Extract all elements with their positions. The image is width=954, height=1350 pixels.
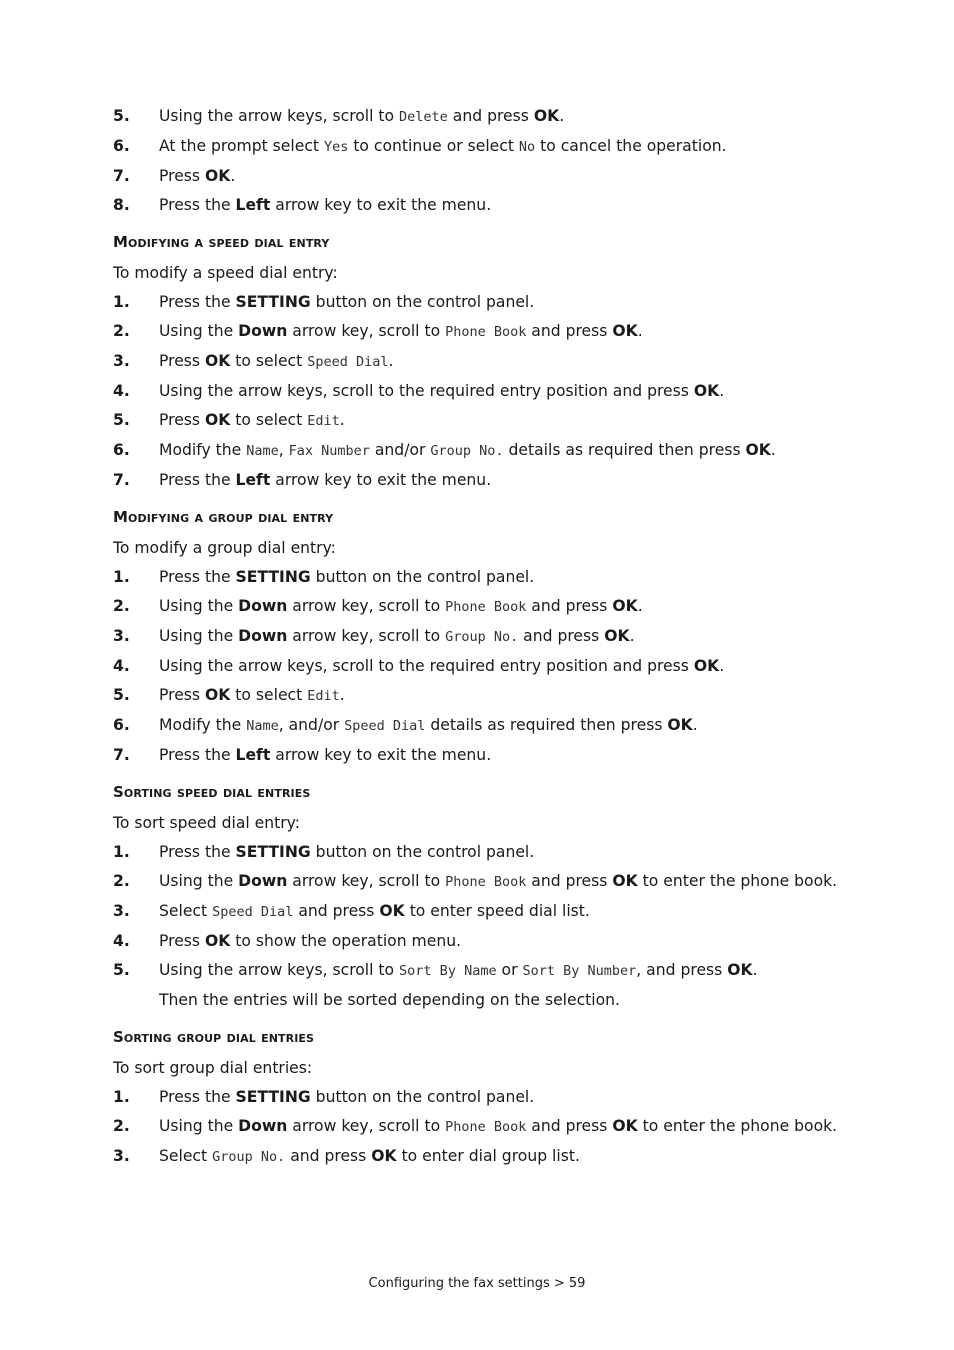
bold-term: Left [235, 471, 271, 489]
menu-item-term: Phone Book [445, 324, 527, 340]
menu-item-term: Group No. [212, 1149, 286, 1165]
list-item [113, 293, 843, 312]
bold-term: OK [667, 716, 693, 734]
bold-term: Down [238, 597, 288, 615]
bold-term: OK [205, 167, 231, 185]
step-text: At the prompt select Yes to continue or select No to cancel the operation. [159, 137, 727, 155]
list-item [113, 686, 843, 706]
bold-term: Left [235, 746, 271, 764]
menu-item-term: Sort By Name [399, 963, 497, 979]
step-text: Using the arrow keys, scroll to Delete and press OK. [159, 107, 565, 125]
list-item [113, 196, 843, 215]
menu-item-term: Speed Dial [344, 718, 426, 734]
bold-term: OK [612, 1117, 638, 1135]
step-text: Modify the Name, Fax Number and/or Group No. details as required then press OK. [159, 441, 776, 459]
list-item [113, 411, 843, 431]
step-number: 5. [113, 411, 130, 429]
menu-item-term: Speed Dial [212, 904, 294, 920]
step-number: 3. [113, 627, 130, 645]
menu-item-term: Name [246, 718, 279, 734]
bold-term: OK [205, 932, 231, 950]
step-text: Press the SETTING button on the control panel. [159, 1088, 535, 1106]
list-item [113, 716, 843, 736]
step-number: 5. [113, 107, 130, 125]
bold-term: SETTING [235, 293, 311, 311]
bold-term: Down [238, 1117, 288, 1135]
menu-item-term: Name [246, 443, 279, 459]
bold-term: OK [612, 597, 638, 615]
step-number: 3. [113, 902, 130, 920]
step-text: Press OK to select Edit. [159, 411, 345, 429]
step-text: Press OK to select Speed Dial. [159, 352, 394, 370]
step-number: 6. [113, 716, 130, 734]
bold-term: OK [533, 107, 560, 125]
menu-item-term: Fax Number [288, 443, 370, 459]
list-item [113, 872, 843, 892]
step-text: Press the SETTING button on the control panel. [159, 568, 535, 586]
step-number: 5. [113, 686, 130, 704]
step-number: 3. [113, 1147, 130, 1165]
document-body [113, 107, 843, 1177]
bold-term: OK [612, 872, 638, 890]
step-text: Modify the Name, and/or Speed Dial details as required then press OK. [159, 716, 698, 734]
section-heading: Sorting group dial entries [113, 1028, 315, 1046]
list-item [113, 167, 843, 186]
section-intro: To sort speed dial entry: [113, 814, 301, 832]
step-text: Select Group No. and press OK to enter dial group list. [159, 1147, 580, 1165]
list-item [113, 352, 843, 372]
bold-term: OK [612, 322, 638, 340]
step-number: 1. [113, 293, 130, 311]
bold-term: OK [379, 902, 405, 920]
bold-term: SETTING [235, 843, 311, 861]
step-number: 7. [113, 167, 130, 185]
bold-term: OK [205, 352, 231, 370]
menu-item-term: Edit [307, 688, 340, 704]
step-number: 2. [113, 597, 130, 615]
menu-item-term: Group No. [445, 629, 519, 645]
step-text: Using the arrow keys, scroll to the required entry position and press OK. [159, 657, 725, 675]
bold-term: OK [745, 441, 771, 459]
bold-term: OK [727, 961, 753, 979]
step-number: 7. [113, 746, 130, 764]
menu-item-term: Phone Book [445, 1119, 527, 1135]
step-text: Using the Down arrow key, scroll to Phone Book and press OK. [159, 322, 643, 340]
menu-item-term: Sort By Number [522, 963, 637, 979]
menu-item-term: Group No. [430, 443, 504, 459]
step-text: Using the Down arrow key, scroll to Phone Book and press OK to enter the phone book. [159, 872, 838, 890]
list-item [113, 441, 843, 461]
step-text: Using the Down arrow key, scroll to Phone Book and press OK to enter the phone book. [159, 1117, 838, 1135]
step-text: Press the Left arrow key to exit the menu. [159, 471, 492, 489]
section-heading: Modifying a group dial entry [113, 508, 334, 526]
step-number: 2. [113, 1117, 130, 1135]
bold-term: Down [238, 872, 288, 890]
step-number: 1. [113, 568, 130, 586]
list-item [113, 597, 843, 617]
menu-item-term: Speed Dial [307, 354, 389, 370]
menu-item-term: Yes [323, 139, 349, 155]
bold-term: Down [238, 322, 288, 340]
bold-term: SETTING [235, 1088, 311, 1106]
list-item [113, 932, 843, 951]
page-footer: Configuring the fax settings > 59 [368, 1276, 586, 1291]
bold-term: Left [235, 196, 271, 214]
step-text: Using the arrow keys, scroll to the required entry position and press OK. [159, 382, 725, 400]
step-number: 1. [113, 1088, 130, 1106]
step-text: Using the Down arrow key, scroll to Group No. and press OK. [159, 627, 635, 645]
step-number: 3. [113, 352, 130, 370]
list-item [113, 902, 843, 922]
list-item [113, 568, 843, 587]
step-number: 7. [113, 471, 130, 489]
step-number: 8. [113, 196, 130, 214]
section-intro: To modify a group dial entry: [113, 539, 336, 557]
list-item [113, 843, 843, 862]
menu-item-term: No [518, 139, 536, 155]
menu-item-term: Delete [399, 109, 448, 125]
section-heading: Sorting speed dial entries [113, 783, 311, 801]
bold-term: SETTING [235, 568, 311, 586]
step-number: 6. [113, 441, 130, 459]
list-item [113, 137, 843, 157]
step-number: 1. [113, 843, 130, 861]
section-intro: To modify a speed dial entry: [113, 264, 338, 282]
list-item [113, 382, 843, 401]
list-item [113, 471, 843, 490]
menu-item-term: Phone Book [445, 599, 527, 615]
list-item [113, 107, 843, 127]
bold-term: OK [205, 411, 231, 429]
section-intro: To sort group dial entries: [113, 1059, 313, 1077]
step-text: Press OK. [159, 167, 236, 185]
list-item [113, 1117, 843, 1137]
bold-term: Down [238, 627, 288, 645]
bold-term: OK [693, 382, 720, 400]
bold-term: OK [205, 686, 231, 704]
list-item [113, 322, 843, 342]
bold-term: OK [604, 627, 630, 645]
step-text: Press OK to select Edit. [159, 686, 345, 704]
step-text: Press the Left arrow key to exit the menu. [159, 746, 492, 764]
step-number: 2. [113, 872, 130, 890]
step-note: Then the entries will be sorted depending on the selection. [159, 991, 621, 1009]
step-text: Select Speed Dial and press OK to enter speed dial list. [159, 902, 590, 920]
step-text: Press the SETTING button on the control panel. [159, 843, 535, 861]
step-number: 4. [113, 657, 130, 675]
bold-term: OK [371, 1147, 397, 1165]
step-number: 2. [113, 322, 130, 340]
list-item [113, 1088, 843, 1107]
step-text: Press the Left arrow key to exit the menu. [159, 196, 492, 214]
list-item [113, 627, 843, 647]
bold-term: OK [693, 657, 720, 675]
step-number: 4. [113, 382, 130, 400]
list-item [113, 746, 843, 765]
list-item [113, 657, 843, 676]
step-text: Using the arrow keys, scroll to Sort By Name or Sort By Number, and press OK. [159, 961, 758, 979]
list-item [113, 961, 843, 981]
menu-item-term: Edit [307, 413, 340, 429]
menu-item-term: Phone Book [445, 874, 527, 890]
step-number: 6. [113, 137, 130, 155]
step-text: Using the Down arrow key, scroll to Phone Book and press OK. [159, 597, 643, 615]
step-text: Press OK to show the operation menu. [159, 932, 462, 950]
list-item [113, 1147, 843, 1167]
section-heading: Modifying a speed dial entry [113, 233, 330, 251]
step-number: 4. [113, 932, 130, 950]
step-number: 5. [113, 961, 130, 979]
step-text: Press the SETTING button on the control panel. [159, 293, 535, 311]
